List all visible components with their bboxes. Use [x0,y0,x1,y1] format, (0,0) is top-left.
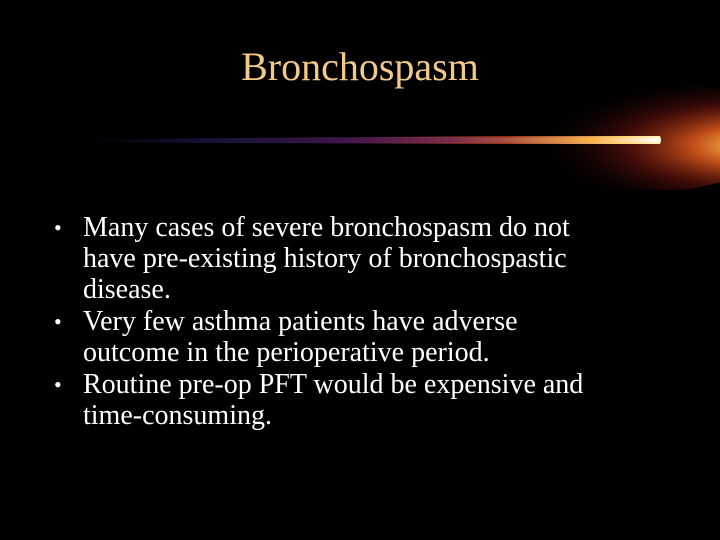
bullet-item [54,369,694,431]
bullet-list [54,212,694,432]
bullet-line: time-consuming. [83,400,272,431]
bullet-line: Very few asthma patients have adverse [83,306,518,337]
bullet-line: Routine pre-op PFT would be expensive and [83,369,584,400]
bullet-line: outcome in the perioperative period. [83,337,490,368]
bullet-symbol: • [54,309,62,334]
title-divider-comet [0,70,720,190]
bullet-symbol: • [54,215,62,240]
slide-title: Bronchospasm [241,44,479,89]
bullet-item [54,212,694,305]
bullet-line: Many cases of severe bronchospasm do not [83,212,570,243]
bullet-item [54,306,694,368]
bullet-line: disease. [83,274,171,305]
bullet-symbol: • [54,372,62,397]
bullet-line: have pre-existing history of bronchospastic [83,243,567,274]
